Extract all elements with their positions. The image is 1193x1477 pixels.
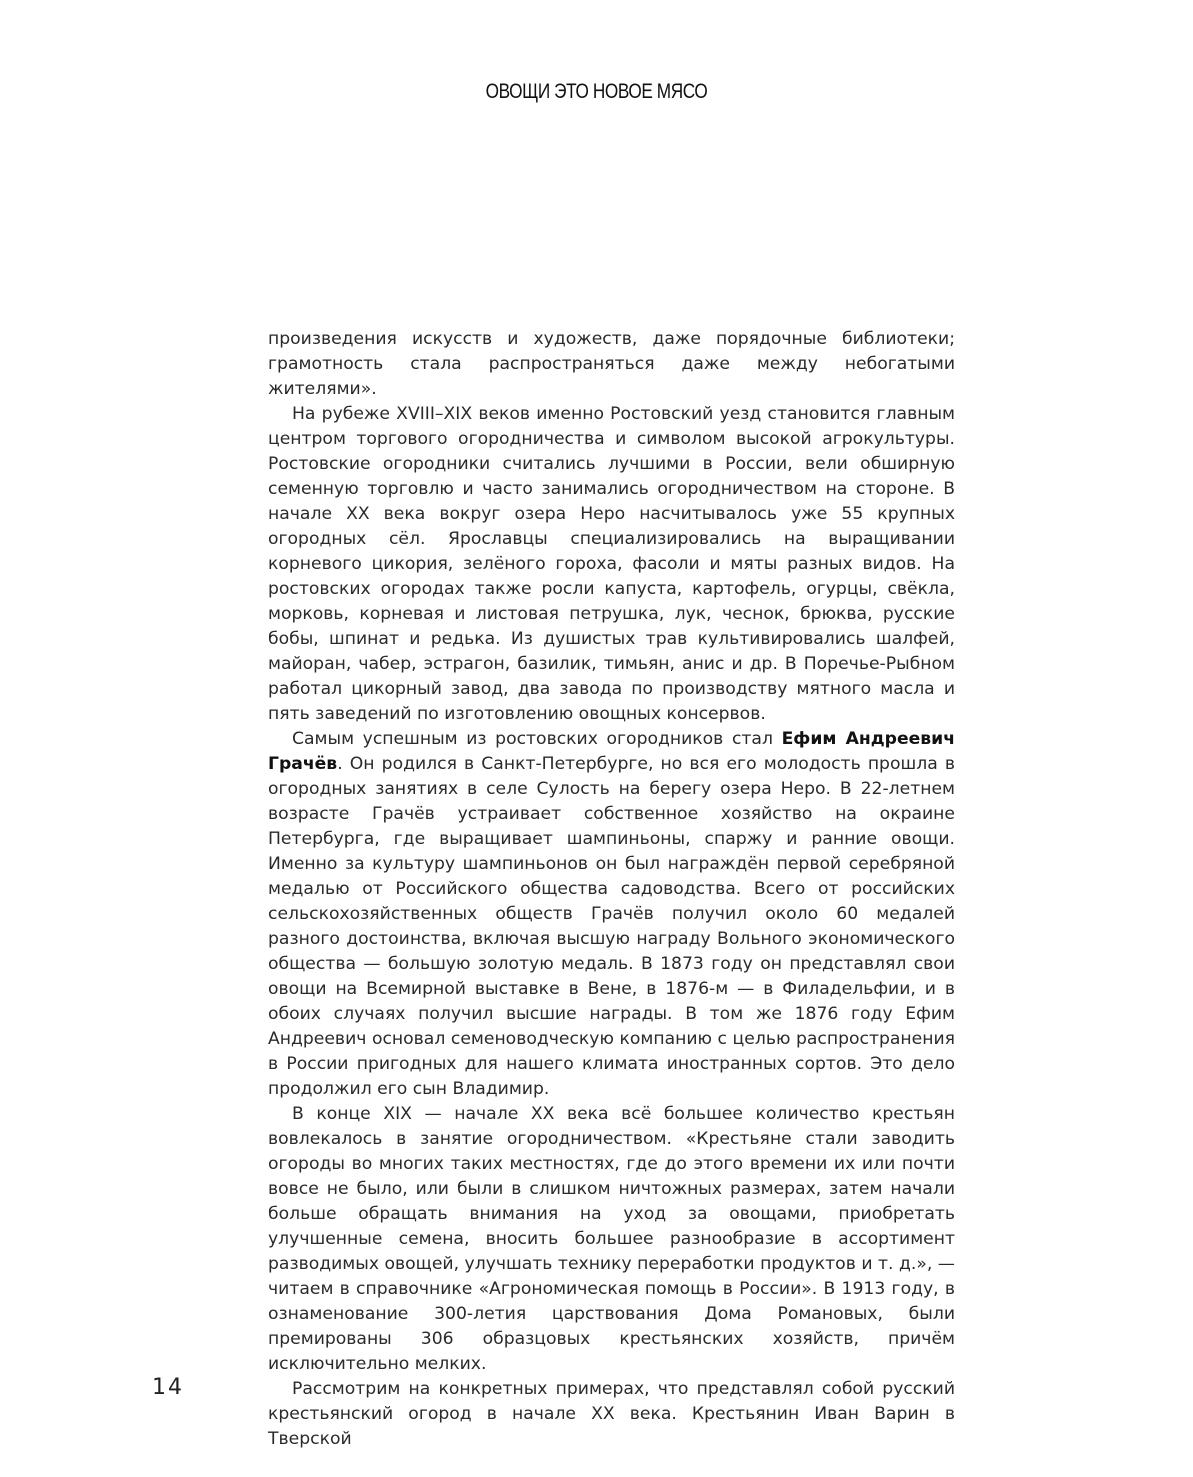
paragraph-3-rest: . Он родился в Санкт-Петербурге, но вся его молодость прошла в огородных занятиях в селе Сулость на берегу озера Неро. В 22-летнем возрасте Грачёв устраивает собственное хозяйство на окраине Петербурга, где выращивает шампиньоны, спаржу и ранние овощи. Именно за культуру шампиньонов он был награждён первой серебряной медалью от Российского общества садоводства. Всего от российских сельскохозяйственных обществ Грачёв получил около 60 медалей разного достоинства, включая высшую награду Вольного экономического общества — большую золотую медаль. В 1873 году он представлял свои овощи на Всемирной выставке в Вене, в 1876-м — в Филадельфии, и в обоих случаях получил высшие награды. В том же 1876 году Ефим Андреевич основал семеноводческую компанию с целью распространения в России пригодных для нашего климата иностранных сортов. Это дело продолжил его сын Владимир. <box>268 754 955 1099</box>
running-title: ОВОЩИ ЭТО НОВОЕ МЯСО <box>485 80 708 103</box>
paragraph-1: произведения искусств и художеств, даже порядочные библиотеки; грамотность стала распространяться даже между небогатыми жителями». <box>268 329 955 399</box>
main-text <box>268 327 955 1452</box>
paragraph-2: На рубеже XVIII–XIX веков именно Ростовский уезд становится главным центром торгового огородничества и символом высокой агрокультуры. Ростовские огородники считались лучшими в России, вели обширную семенную торговлю и часто занимались огородничеством на стороне. В начале XX века вокруг озера Неро насчитывалось уже 55 крупных огородных сёл. Ярославцы специализировались на выращивании корневого цикория, зелёного гороха, фасоли и мяты разных видов. На ростовских огородах также росли капуста, картофель, огурцы, свёкла, морковь, корневая и листовая петрушка, лук, чеснок, брюква, русские бобы, шпинат и редька. Из душистых трав культивировались шалфей, майоран, чабер, эстрагон, базилик, тимьян, анис и др. В Поречье-Рыбном работал цикорный завод, два завода по производству мятного масла и пять заведений по изготовлению овощных консервов. <box>268 404 955 724</box>
paragraph-3 <box>268 727 955 1102</box>
paragraph-4: В конце XIX — начале XX века всё большее количество крестьян вовлекалось в занятие огородничеством. «Крестьяне стали заводить огороды во многих таких местностях, где до этого времени их или почти вовсе не было, или были в слишком ничтожных размерах, затем начали больше обращать внимания на уход за овощами, приобретать улучшенные семена, вносить большее разнообразие в ассортимент разводимых овощей, улучшать технику переработки продуктов и т. д.», — читаем в справочнике «Агрономическая помощь в России». В 1913 году, в ознаменование 300-летия царствования Дома Романовых, были премированы 306 образцовых крестьянских хозяйств, причём исключительно мелких. <box>268 1104 955 1374</box>
person-name-bold: Ефим Андреевич Грачёв <box>268 729 955 774</box>
paragraph-3-start: Самым успешным из ростовских огородников стал <box>292 729 782 749</box>
paragraph-5: Рассмотрим на конкретных примерах, что представлял собой русский крестьянский огород в начале XX века. Крестьянин Иван Варин в Тверской <box>268 1379 955 1449</box>
page-number: 14 <box>152 1375 184 1400</box>
